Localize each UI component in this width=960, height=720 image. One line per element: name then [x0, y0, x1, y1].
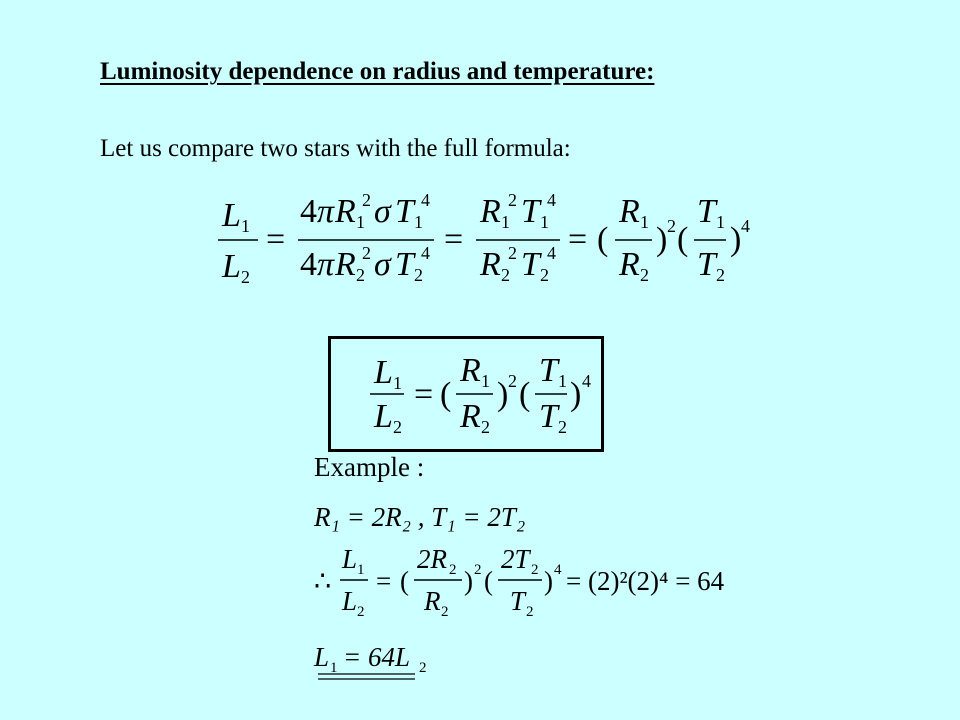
- page-title: Luminosity dependence on radius and temperature:: [100, 58, 655, 85]
- box-R1-sub: 1: [481, 371, 490, 391]
- eq1-den-R-sub: 2: [356, 265, 365, 285]
- eq1-den-R-exp: 2: [362, 243, 371, 263]
- therefore-symbol: ∴: [314, 566, 332, 596]
- eq1-num-T: T: [395, 193, 414, 230]
- ex-L2: L: [342, 586, 358, 616]
- eq1-num-T-sub: 1: [414, 212, 423, 232]
- box-R2-sub: 2: [481, 417, 490, 437]
- eq1-mid-num-T: T: [521, 193, 540, 230]
- eq1-num-R-exp: 2: [362, 190, 371, 210]
- box-R1: R: [460, 352, 481, 389]
- ex-exp2: 2: [474, 562, 482, 578]
- eq1-den-pi: π: [317, 246, 335, 283]
- eq1-L1-sub: 1: [241, 216, 250, 236]
- eq1-ratio-T1-sub: 1: [716, 212, 725, 232]
- eq1-num-R-sub: 1: [356, 212, 365, 232]
- eq1-L1: L: [222, 197, 241, 234]
- eq1-L2: L: [222, 248, 241, 285]
- ex-T2-sub: 2: [526, 604, 534, 620]
- eq1-exp4-outer: 4: [741, 216, 750, 236]
- box-rparen-1: ): [497, 376, 509, 413]
- eq1-mid-num-R: R: [480, 193, 501, 230]
- box-exp2: 2: [508, 371, 517, 391]
- eq1-mid-den-R-exp: 2: [508, 243, 517, 263]
- eq1-exp2-outer: 2: [667, 216, 676, 236]
- eq1-mid-num-R-sub: 1: [501, 212, 510, 232]
- eq1-mid-den-R-sub: 2: [501, 265, 510, 285]
- ex-lparen-2: (: [484, 566, 493, 596]
- ex-rparen-1: ): [464, 566, 473, 596]
- box-T2: T: [539, 398, 558, 435]
- example-given: R₁ = 2R₂ , T₁ = 2T₂: [314, 502, 526, 532]
- eq1-mid-num-R-exp: 2: [508, 190, 517, 210]
- intro-text: Let us compare two stars with the full formula:: [100, 135, 571, 162]
- eq1-L2-sub: 2: [241, 267, 250, 287]
- eq1-den-sigma: σ: [374, 246, 391, 283]
- eq1-den-four: 4: [300, 246, 317, 283]
- box-R2: R: [460, 398, 481, 435]
- eq1-rparen-1: ): [656, 221, 668, 258]
- box-lparen-2: (: [519, 376, 531, 413]
- ex-R2-sub: 2: [441, 604, 449, 620]
- eq1-ratio-T2-sub: 2: [716, 265, 725, 285]
- eq1-ratio-R1-sub: 1: [640, 212, 649, 232]
- eq1-num-R: R: [335, 193, 356, 230]
- eq1-equals-1: =: [266, 221, 286, 258]
- eq1-mid-num-T-sub: 1: [540, 212, 549, 232]
- eq1-den-T-exp: 4: [421, 243, 430, 263]
- box-rparen-2: ): [570, 376, 582, 413]
- result-L2-sub: 2: [419, 660, 427, 676]
- eq1-mid-num-T-exp: 4: [547, 190, 556, 210]
- eq1-ratio-R1: R: [619, 193, 640, 230]
- box-T1-sub: 1: [558, 371, 567, 391]
- eq1-mid-den-T: T: [521, 246, 540, 283]
- result-L1-sub: 1: [330, 660, 338, 676]
- eq1-lparen-2: (: [677, 221, 689, 258]
- box-L2-sub: 2: [393, 417, 402, 437]
- ex-R2: R: [424, 586, 441, 616]
- ex-L2-sub: 2: [357, 604, 365, 620]
- box-L1: L: [374, 354, 393, 391]
- eq1-num-T-exp: 4: [421, 190, 430, 210]
- example-heading: Example :: [314, 452, 425, 482]
- eq1-den-R: R: [335, 246, 356, 283]
- eq1-mid-den-T-sub: 2: [540, 265, 549, 285]
- eq1-ratio-T2: T: [697, 246, 716, 283]
- box-L1-sub: 1: [393, 373, 402, 393]
- ex-L1: L: [342, 544, 358, 574]
- eq1-den-T-sub: 2: [414, 265, 423, 285]
- box-lparen-1: (: [440, 376, 452, 413]
- eq1-den-T: T: [395, 246, 414, 283]
- ex-2T2: 2T: [501, 544, 530, 574]
- box-L2: L: [374, 398, 393, 435]
- eq1-mid-den-T-exp: 4: [547, 243, 556, 263]
- eq1-lparen-1: (: [597, 221, 609, 258]
- result-rhs: = 64L: [343, 642, 410, 672]
- eq1-equals-3: =: [568, 221, 588, 258]
- eq1-ratio-T1: T: [697, 193, 716, 230]
- box-T2-sub: 2: [558, 417, 567, 437]
- eq1-num-four: 4: [300, 193, 317, 230]
- eq1-num-sigma: σ: [374, 193, 391, 230]
- eq1-mid-den-R: R: [480, 246, 501, 283]
- box-equals: =: [414, 376, 434, 413]
- eq1-ratio-R2-sub: 2: [640, 265, 649, 285]
- eq1-rparen-2: ): [730, 221, 742, 258]
- eq1-num-pi: π: [317, 193, 335, 230]
- ex-L1-sub: 1: [357, 562, 365, 578]
- box-exp4: 4: [582, 371, 591, 391]
- ex-rhs: = (2)²(2)⁴ = 64: [566, 566, 725, 596]
- eq1-equals-2: =: [444, 221, 464, 258]
- eq1-ratio-R2: R: [619, 246, 640, 283]
- result-L1: L: [314, 642, 330, 672]
- ex-T2: T: [510, 586, 526, 616]
- ex-2R2-sub: 2: [449, 562, 457, 578]
- ex-2R2: 2R: [417, 544, 447, 574]
- box-T1: T: [539, 352, 558, 389]
- ex-lparen-1: (: [400, 566, 409, 596]
- ex-2T2-sub: 2: [531, 562, 539, 578]
- ex-exp4: 4: [554, 562, 562, 578]
- ex-rparen-2: ): [544, 566, 553, 596]
- ex-equals: =: [376, 566, 392, 596]
